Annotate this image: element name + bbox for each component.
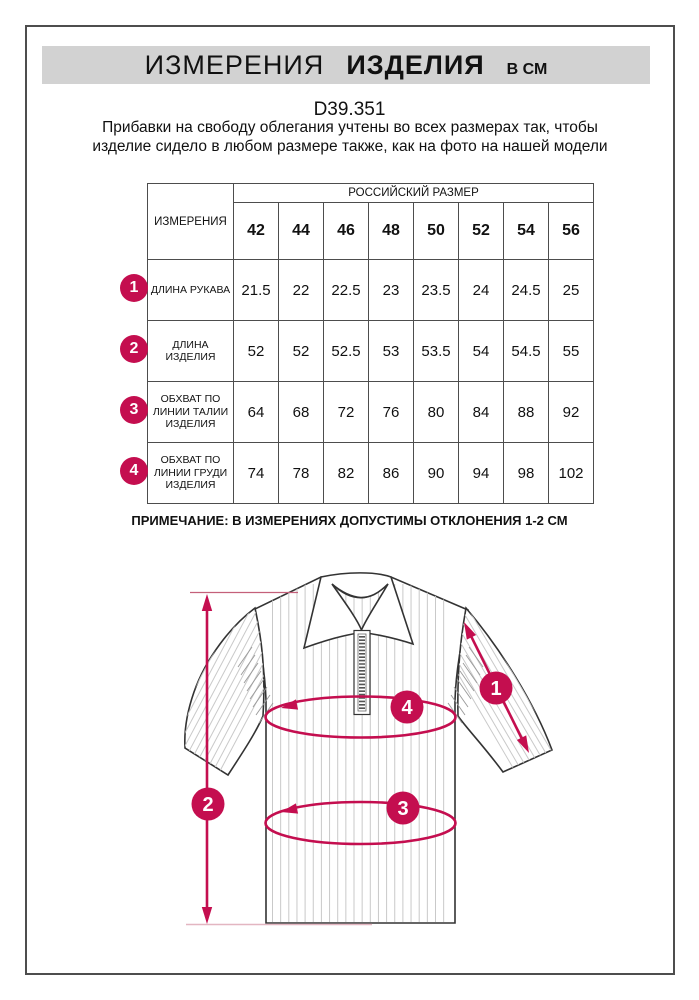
row-number-badge-1: 1	[120, 274, 148, 302]
cell: 80	[414, 382, 459, 443]
cell: 52	[279, 321, 324, 382]
cell: 24.5	[504, 260, 549, 321]
cell: 68	[279, 382, 324, 443]
diagram-marker-4	[391, 691, 424, 724]
title-measurements: ИЗМЕРЕНИЯ	[144, 50, 325, 80]
table-row-chest-girth	[148, 443, 594, 504]
cell: 82	[324, 443, 369, 504]
cell: 78	[279, 443, 324, 504]
cell: 23.5	[414, 260, 459, 321]
svg-text:2: 2	[202, 794, 214, 816]
product-description: Прибавки на свободу облегания учтены во всех размерах так, чтобы изделие сидело в любом размере также, как на фото на нашей модели	[92, 119, 608, 155]
svg-text:3: 3	[397, 798, 409, 820]
cell: 86	[369, 443, 414, 504]
cell: 54	[459, 321, 504, 382]
row-label: ОБХВАТ ПО ЛИНИИ ГРУДИ ИЗДЕЛИЯ	[148, 443, 234, 504]
row-number-badge-3: 3	[120, 396, 148, 424]
zipper-icon	[354, 631, 370, 715]
cell: 74	[234, 443, 279, 504]
cell: 53.5	[414, 321, 459, 382]
cell: 92	[549, 382, 594, 443]
row-number-badge-2: 2	[120, 335, 148, 363]
title-product: ИЗДЕЛИЯ	[346, 50, 485, 80]
size-table	[147, 183, 594, 504]
garment-measurement-diagram	[150, 555, 570, 967]
table-row-item-length	[148, 321, 594, 382]
cell: 22	[279, 260, 324, 321]
product-code: D39.351	[313, 99, 386, 120]
cell: 25	[549, 260, 594, 321]
cell: 88	[504, 382, 549, 443]
size-col-44: 44	[279, 203, 324, 260]
diagram-marker-2	[192, 788, 225, 821]
size-col-56: 56	[549, 203, 594, 260]
col-header-measurements: ИЗМЕРЕНИЯ	[148, 184, 234, 260]
cell: 52	[234, 321, 279, 382]
col-header-size-system: РОССИЙСКИЙ РАЗМЕР	[234, 184, 594, 203]
cell: 23	[369, 260, 414, 321]
size-col-50: 50	[414, 203, 459, 260]
cell: 76	[369, 382, 414, 443]
size-col-42: 42	[234, 203, 279, 260]
title-unit: В СМ	[506, 61, 548, 78]
cell: 21.5	[234, 260, 279, 321]
cell: 90	[414, 443, 459, 504]
svg-text:1: 1	[490, 678, 502, 700]
cell: 72	[324, 382, 369, 443]
row-label: ОБХВАТ ПО ЛИНИИ ТАЛИИ ИЗДЕЛИЯ	[148, 382, 234, 443]
size-col-46: 46	[324, 203, 369, 260]
row-label: ДЛИНА РУКАВА	[148, 260, 234, 321]
table-row-waist-girth	[148, 382, 594, 443]
cell: 53	[369, 321, 414, 382]
size-col-54: 54	[504, 203, 549, 260]
cell: 52.5	[324, 321, 369, 382]
cell: 64	[234, 382, 279, 443]
cell: 24	[459, 260, 504, 321]
cell: 54.5	[504, 321, 549, 382]
svg-text:4: 4	[401, 697, 413, 719]
cell: 84	[459, 382, 504, 443]
size-col-48: 48	[369, 203, 414, 260]
diagram-marker-3	[387, 792, 420, 825]
title-bar	[42, 46, 650, 84]
tolerance-note: ПРИМЕЧАНИЕ: В ИЗМЕРЕНИЯХ ДОПУСТИМЫ ОТКЛОНЕНИЯ 1-2 СМ	[131, 513, 568, 528]
cell: 102	[549, 443, 594, 504]
table-row-sleeve-length	[148, 260, 594, 321]
cell: 94	[459, 443, 504, 504]
row-number-badge-4: 4	[120, 457, 148, 485]
size-col-52: 52	[459, 203, 504, 260]
diagram-marker-1	[480, 672, 513, 705]
cell: 98	[504, 443, 549, 504]
cell: 22.5	[324, 260, 369, 321]
row-label: ДЛИНА ИЗДЕЛИЯ	[148, 321, 234, 382]
cell: 55	[549, 321, 594, 382]
